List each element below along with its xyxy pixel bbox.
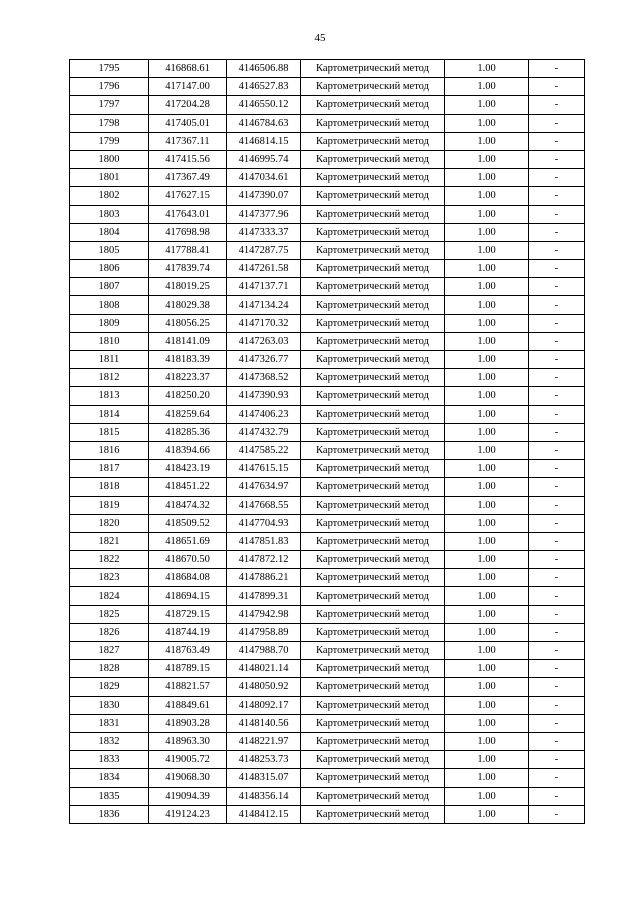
table-row — [70, 551, 585, 569]
table-row — [70, 496, 585, 514]
table-row — [70, 78, 585, 96]
point-number-cell: 1821 — [70, 532, 149, 550]
accuracy-cell: 1.00 — [445, 96, 529, 114]
table-row — [70, 260, 585, 278]
note-cell: - — [529, 423, 585, 441]
note-cell: - — [529, 751, 585, 769]
method-cell: Картометрический метод — [301, 769, 445, 787]
accuracy-cell: 1.00 — [445, 623, 529, 641]
method-cell: Картометрический метод — [301, 369, 445, 387]
y-coordinate-cell: 4147432.79 — [227, 423, 301, 441]
x-coordinate-cell: 418223.37 — [149, 369, 227, 387]
note-cell: - — [529, 132, 585, 150]
x-coordinate-cell: 419124.23 — [149, 805, 227, 823]
table-row — [70, 241, 585, 259]
y-coordinate-cell: 4147368.52 — [227, 369, 301, 387]
point-number-cell: 1827 — [70, 642, 149, 660]
y-coordinate-cell: 4148412.15 — [227, 805, 301, 823]
table-row — [70, 114, 585, 132]
x-coordinate-cell: 418789.15 — [149, 660, 227, 678]
table-row — [70, 587, 585, 605]
accuracy-cell: 1.00 — [445, 569, 529, 587]
note-cell: - — [529, 623, 585, 641]
accuracy-cell: 1.00 — [445, 551, 529, 569]
point-number-cell: 1834 — [70, 769, 149, 787]
accuracy-cell: 1.00 — [445, 787, 529, 805]
x-coordinate-cell: 419094.39 — [149, 787, 227, 805]
table-body — [70, 60, 585, 824]
table-row — [70, 423, 585, 441]
y-coordinate-cell: 4148253.73 — [227, 751, 301, 769]
method-cell: Картометрический метод — [301, 150, 445, 168]
x-coordinate-cell: 417147.00 — [149, 78, 227, 96]
accuracy-cell: 1.00 — [445, 78, 529, 96]
point-number-cell: 1836 — [70, 805, 149, 823]
y-coordinate-cell: 4147326.77 — [227, 351, 301, 369]
point-number-cell: 1809 — [70, 314, 149, 332]
method-cell: Картометрический метод — [301, 642, 445, 660]
note-cell: - — [529, 78, 585, 96]
x-coordinate-cell: 417788.41 — [149, 241, 227, 259]
accuracy-cell: 1.00 — [445, 732, 529, 750]
x-coordinate-cell: 418259.64 — [149, 405, 227, 423]
accuracy-cell: 1.00 — [445, 205, 529, 223]
note-cell: - — [529, 441, 585, 459]
y-coordinate-cell: 4147585.22 — [227, 441, 301, 459]
accuracy-cell: 1.00 — [445, 223, 529, 241]
x-coordinate-cell: 418651.69 — [149, 532, 227, 550]
note-cell: - — [529, 787, 585, 805]
accuracy-cell: 1.00 — [445, 114, 529, 132]
accuracy-cell: 1.00 — [445, 660, 529, 678]
accuracy-cell: 1.00 — [445, 169, 529, 187]
x-coordinate-cell: 418250.20 — [149, 387, 227, 405]
accuracy-cell: 1.00 — [445, 387, 529, 405]
method-cell: Картометрический метод — [301, 787, 445, 805]
point-number-cell: 1803 — [70, 205, 149, 223]
note-cell: - — [529, 587, 585, 605]
method-cell: Картометрический метод — [301, 660, 445, 678]
table-row — [70, 278, 585, 296]
note-cell: - — [529, 460, 585, 478]
table-row — [70, 714, 585, 732]
x-coordinate-cell: 418903.28 — [149, 714, 227, 732]
x-coordinate-cell: 417405.01 — [149, 114, 227, 132]
note-cell: - — [529, 96, 585, 114]
y-coordinate-cell: 4147263.03 — [227, 332, 301, 350]
note-cell: - — [529, 187, 585, 205]
method-cell: Картометрический метод — [301, 132, 445, 150]
accuracy-cell: 1.00 — [445, 605, 529, 623]
method-cell: Картометрический метод — [301, 805, 445, 823]
table-row — [70, 532, 585, 550]
x-coordinate-cell: 418694.15 — [149, 587, 227, 605]
y-coordinate-cell: 4146527.83 — [227, 78, 301, 96]
page-number: 45 — [314, 32, 326, 44]
point-number-cell: 1831 — [70, 714, 149, 732]
point-number-cell: 1808 — [70, 296, 149, 314]
method-cell: Картометрический метод — [301, 441, 445, 459]
note-cell: - — [529, 696, 585, 714]
point-number-cell: 1829 — [70, 678, 149, 696]
y-coordinate-cell: 4147886.21 — [227, 569, 301, 587]
x-coordinate-cell: 417698.98 — [149, 223, 227, 241]
point-number-cell: 1825 — [70, 605, 149, 623]
x-coordinate-cell: 418141.09 — [149, 332, 227, 350]
point-number-cell: 1800 — [70, 150, 149, 168]
accuracy-cell: 1.00 — [445, 60, 529, 78]
point-number-cell: 1806 — [70, 260, 149, 278]
accuracy-cell: 1.00 — [445, 514, 529, 532]
point-number-cell: 1799 — [70, 132, 149, 150]
point-number-cell: 1812 — [70, 369, 149, 387]
method-cell: Картометрический метод — [301, 423, 445, 441]
y-coordinate-cell: 4147377.96 — [227, 205, 301, 223]
method-cell: Картометрический метод — [301, 96, 445, 114]
y-coordinate-cell: 4146506.88 — [227, 60, 301, 78]
table-row — [70, 514, 585, 532]
y-coordinate-cell: 4148092.17 — [227, 696, 301, 714]
point-number-cell: 1820 — [70, 514, 149, 532]
method-cell: Картометрический метод — [301, 260, 445, 278]
x-coordinate-cell: 417839.74 — [149, 260, 227, 278]
y-coordinate-cell: 4148315.07 — [227, 769, 301, 787]
point-number-cell: 1830 — [70, 696, 149, 714]
method-cell: Картометрический метод — [301, 696, 445, 714]
method-cell: Картометрический метод — [301, 332, 445, 350]
x-coordinate-cell: 418474.32 — [149, 496, 227, 514]
accuracy-cell: 1.00 — [445, 296, 529, 314]
y-coordinate-cell: 4147137.71 — [227, 278, 301, 296]
method-cell: Картометрический метод — [301, 114, 445, 132]
note-cell: - — [529, 496, 585, 514]
point-number-cell: 1813 — [70, 387, 149, 405]
accuracy-cell: 1.00 — [445, 441, 529, 459]
method-cell: Картометрический метод — [301, 605, 445, 623]
table-row — [70, 769, 585, 787]
accuracy-cell: 1.00 — [445, 714, 529, 732]
x-coordinate-cell: 417367.11 — [149, 132, 227, 150]
note-cell: - — [529, 169, 585, 187]
y-coordinate-cell: 4148140.56 — [227, 714, 301, 732]
x-coordinate-cell: 418849.61 — [149, 696, 227, 714]
note-cell: - — [529, 223, 585, 241]
table-row — [70, 60, 585, 78]
point-number-cell: 1804 — [70, 223, 149, 241]
x-coordinate-cell: 418729.15 — [149, 605, 227, 623]
point-number-cell: 1826 — [70, 623, 149, 641]
y-coordinate-cell: 4147872.12 — [227, 551, 301, 569]
note-cell: - — [529, 678, 585, 696]
note-cell: - — [529, 532, 585, 550]
point-number-cell: 1835 — [70, 787, 149, 805]
table-row — [70, 441, 585, 459]
note-cell: - — [529, 714, 585, 732]
accuracy-cell: 1.00 — [445, 369, 529, 387]
x-coordinate-cell: 418029.38 — [149, 296, 227, 314]
note-cell: - — [529, 660, 585, 678]
accuracy-cell: 1.00 — [445, 278, 529, 296]
table-row — [70, 169, 585, 187]
note-cell: - — [529, 405, 585, 423]
note-cell: - — [529, 369, 585, 387]
accuracy-cell: 1.00 — [445, 769, 529, 787]
y-coordinate-cell: 4147958.89 — [227, 623, 301, 641]
x-coordinate-cell: 419068.30 — [149, 769, 227, 787]
table-row — [70, 132, 585, 150]
method-cell: Картометрический метод — [301, 587, 445, 605]
note-cell: - — [529, 60, 585, 78]
table-row — [70, 351, 585, 369]
note-cell: - — [529, 351, 585, 369]
accuracy-cell: 1.00 — [445, 187, 529, 205]
accuracy-cell: 1.00 — [445, 332, 529, 350]
method-cell: Картометрический метод — [301, 223, 445, 241]
method-cell: Картометрический метод — [301, 496, 445, 514]
point-number-cell: 1818 — [70, 478, 149, 496]
table-row — [70, 751, 585, 769]
x-coordinate-cell: 417367.49 — [149, 169, 227, 187]
y-coordinate-cell: 4147899.31 — [227, 587, 301, 605]
method-cell: Картометрический метод — [301, 623, 445, 641]
note-cell: - — [529, 205, 585, 223]
x-coordinate-cell: 417204.28 — [149, 96, 227, 114]
y-coordinate-cell: 4147406.23 — [227, 405, 301, 423]
method-cell: Картометрический метод — [301, 678, 445, 696]
x-coordinate-cell: 416868.61 — [149, 60, 227, 78]
note-cell: - — [529, 805, 585, 823]
y-coordinate-cell: 4147134.24 — [227, 296, 301, 314]
method-cell: Картометрический метод — [301, 714, 445, 732]
x-coordinate-cell: 418509.52 — [149, 514, 227, 532]
point-number-cell: 1815 — [70, 423, 149, 441]
y-coordinate-cell: 4146550.12 — [227, 96, 301, 114]
y-coordinate-cell: 4147390.07 — [227, 187, 301, 205]
point-number-cell: 1822 — [70, 551, 149, 569]
note-cell: - — [529, 642, 585, 660]
y-coordinate-cell: 4147704.93 — [227, 514, 301, 532]
point-number-cell: 1805 — [70, 241, 149, 259]
method-cell: Картометрический метод — [301, 60, 445, 78]
note-cell: - — [529, 605, 585, 623]
x-coordinate-cell: 418423.19 — [149, 460, 227, 478]
method-cell: Картометрический метод — [301, 405, 445, 423]
note-cell: - — [529, 296, 585, 314]
method-cell: Картометрический метод — [301, 296, 445, 314]
table-row — [70, 96, 585, 114]
point-number-cell: 1796 — [70, 78, 149, 96]
table-row — [70, 623, 585, 641]
note-cell: - — [529, 478, 585, 496]
note-cell: - — [529, 114, 585, 132]
y-coordinate-cell: 4148221.97 — [227, 732, 301, 750]
x-coordinate-cell: 418963.30 — [149, 732, 227, 750]
y-coordinate-cell: 4147287.75 — [227, 241, 301, 259]
x-coordinate-cell: 418019.25 — [149, 278, 227, 296]
accuracy-cell: 1.00 — [445, 678, 529, 696]
table-row — [70, 150, 585, 168]
method-cell: Картометрический метод — [301, 278, 445, 296]
y-coordinate-cell: 4147170.32 — [227, 314, 301, 332]
accuracy-cell: 1.00 — [445, 314, 529, 332]
x-coordinate-cell: 418670.50 — [149, 551, 227, 569]
note-cell: - — [529, 241, 585, 259]
note-cell: - — [529, 387, 585, 405]
method-cell: Картометрический метод — [301, 387, 445, 405]
y-coordinate-cell: 4148356.14 — [227, 787, 301, 805]
x-coordinate-cell: 418763.49 — [149, 642, 227, 660]
note-cell: - — [529, 732, 585, 750]
method-cell: Картометрический метод — [301, 187, 445, 205]
point-number-cell: 1832 — [70, 732, 149, 750]
table-row — [70, 642, 585, 660]
accuracy-cell: 1.00 — [445, 478, 529, 496]
point-number-cell: 1824 — [70, 587, 149, 605]
accuracy-cell: 1.00 — [445, 132, 529, 150]
method-cell: Картометрический метод — [301, 169, 445, 187]
table-row — [70, 569, 585, 587]
x-coordinate-cell: 418285.36 — [149, 423, 227, 441]
table-row — [70, 605, 585, 623]
table-row — [70, 369, 585, 387]
table-row — [70, 732, 585, 750]
accuracy-cell: 1.00 — [445, 587, 529, 605]
point-number-cell: 1795 — [70, 60, 149, 78]
accuracy-cell: 1.00 — [445, 805, 529, 823]
y-coordinate-cell: 4147668.55 — [227, 496, 301, 514]
accuracy-cell: 1.00 — [445, 241, 529, 259]
method-cell: Картометрический метод — [301, 351, 445, 369]
point-number-cell: 1798 — [70, 114, 149, 132]
y-coordinate-cell: 4147261.58 — [227, 260, 301, 278]
point-number-cell: 1807 — [70, 278, 149, 296]
accuracy-cell: 1.00 — [445, 496, 529, 514]
x-coordinate-cell: 418183.39 — [149, 351, 227, 369]
note-cell: - — [529, 769, 585, 787]
note-cell: - — [529, 514, 585, 532]
note-cell: - — [529, 569, 585, 587]
accuracy-cell: 1.00 — [445, 696, 529, 714]
x-coordinate-cell: 418394.66 — [149, 441, 227, 459]
y-coordinate-cell: 4147851.83 — [227, 532, 301, 550]
point-number-cell: 1801 — [70, 169, 149, 187]
method-cell: Картометрический метод — [301, 314, 445, 332]
method-cell: Картометрический метод — [301, 551, 445, 569]
table-row — [70, 405, 585, 423]
y-coordinate-cell: 4147390.93 — [227, 387, 301, 405]
accuracy-cell: 1.00 — [445, 751, 529, 769]
note-cell: - — [529, 551, 585, 569]
table-row — [70, 387, 585, 405]
point-number-cell: 1802 — [70, 187, 149, 205]
method-cell: Картометрический метод — [301, 569, 445, 587]
table-row — [70, 332, 585, 350]
note-cell: - — [529, 150, 585, 168]
point-number-cell: 1797 — [70, 96, 149, 114]
x-coordinate-cell: 418821.57 — [149, 678, 227, 696]
y-coordinate-cell: 4146784.63 — [227, 114, 301, 132]
point-number-cell: 1810 — [70, 332, 149, 350]
table-row — [70, 660, 585, 678]
table-row — [70, 205, 585, 223]
method-cell: Картометрический метод — [301, 460, 445, 478]
note-cell: - — [529, 278, 585, 296]
point-number-cell: 1814 — [70, 405, 149, 423]
coordinates-table — [69, 59, 585, 824]
y-coordinate-cell: 4147333.37 — [227, 223, 301, 241]
y-coordinate-cell: 4147634.97 — [227, 478, 301, 496]
x-coordinate-cell: 418451.22 — [149, 478, 227, 496]
method-cell: Картометрический метод — [301, 241, 445, 259]
point-number-cell: 1823 — [70, 569, 149, 587]
accuracy-cell: 1.00 — [445, 405, 529, 423]
table-row — [70, 805, 585, 823]
point-number-cell: 1816 — [70, 441, 149, 459]
x-coordinate-cell: 419005.72 — [149, 751, 227, 769]
table-row — [70, 787, 585, 805]
table-row — [70, 478, 585, 496]
method-cell: Картометрический метод — [301, 532, 445, 550]
method-cell: Картометрический метод — [301, 732, 445, 750]
accuracy-cell: 1.00 — [445, 460, 529, 478]
method-cell: Картометрический метод — [301, 78, 445, 96]
accuracy-cell: 1.00 — [445, 532, 529, 550]
y-coordinate-cell: 4146995.74 — [227, 150, 301, 168]
table-row — [70, 223, 585, 241]
note-cell: - — [529, 314, 585, 332]
table-row — [70, 314, 585, 332]
x-coordinate-cell: 418744.19 — [149, 623, 227, 641]
accuracy-cell: 1.00 — [445, 150, 529, 168]
y-coordinate-cell: 4148021.14 — [227, 660, 301, 678]
x-coordinate-cell: 418684.08 — [149, 569, 227, 587]
note-cell: - — [529, 260, 585, 278]
y-coordinate-cell: 4147615.15 — [227, 460, 301, 478]
x-coordinate-cell: 418056.25 — [149, 314, 227, 332]
method-cell: Картометрический метод — [301, 751, 445, 769]
table-row — [70, 187, 585, 205]
accuracy-cell: 1.00 — [445, 351, 529, 369]
point-number-cell: 1828 — [70, 660, 149, 678]
y-coordinate-cell: 4147942.98 — [227, 605, 301, 623]
accuracy-cell: 1.00 — [445, 423, 529, 441]
x-coordinate-cell: 417415.56 — [149, 150, 227, 168]
y-coordinate-cell: 4147988.70 — [227, 642, 301, 660]
table-row — [70, 296, 585, 314]
point-number-cell: 1833 — [70, 751, 149, 769]
note-cell: - — [529, 332, 585, 350]
table-row — [70, 696, 585, 714]
point-number-cell: 1811 — [70, 351, 149, 369]
accuracy-cell: 1.00 — [445, 260, 529, 278]
point-number-cell: 1819 — [70, 496, 149, 514]
accuracy-cell: 1.00 — [445, 642, 529, 660]
table-row — [70, 460, 585, 478]
y-coordinate-cell: 4146814.15 — [227, 132, 301, 150]
table-row — [70, 678, 585, 696]
method-cell: Картометрический метод — [301, 205, 445, 223]
method-cell: Картометрический метод — [301, 478, 445, 496]
y-coordinate-cell: 4148050.92 — [227, 678, 301, 696]
point-number-cell: 1817 — [70, 460, 149, 478]
x-coordinate-cell: 417627.15 — [149, 187, 227, 205]
method-cell: Картометрический метод — [301, 514, 445, 532]
x-coordinate-cell: 417643.01 — [149, 205, 227, 223]
y-coordinate-cell: 4147034.61 — [227, 169, 301, 187]
